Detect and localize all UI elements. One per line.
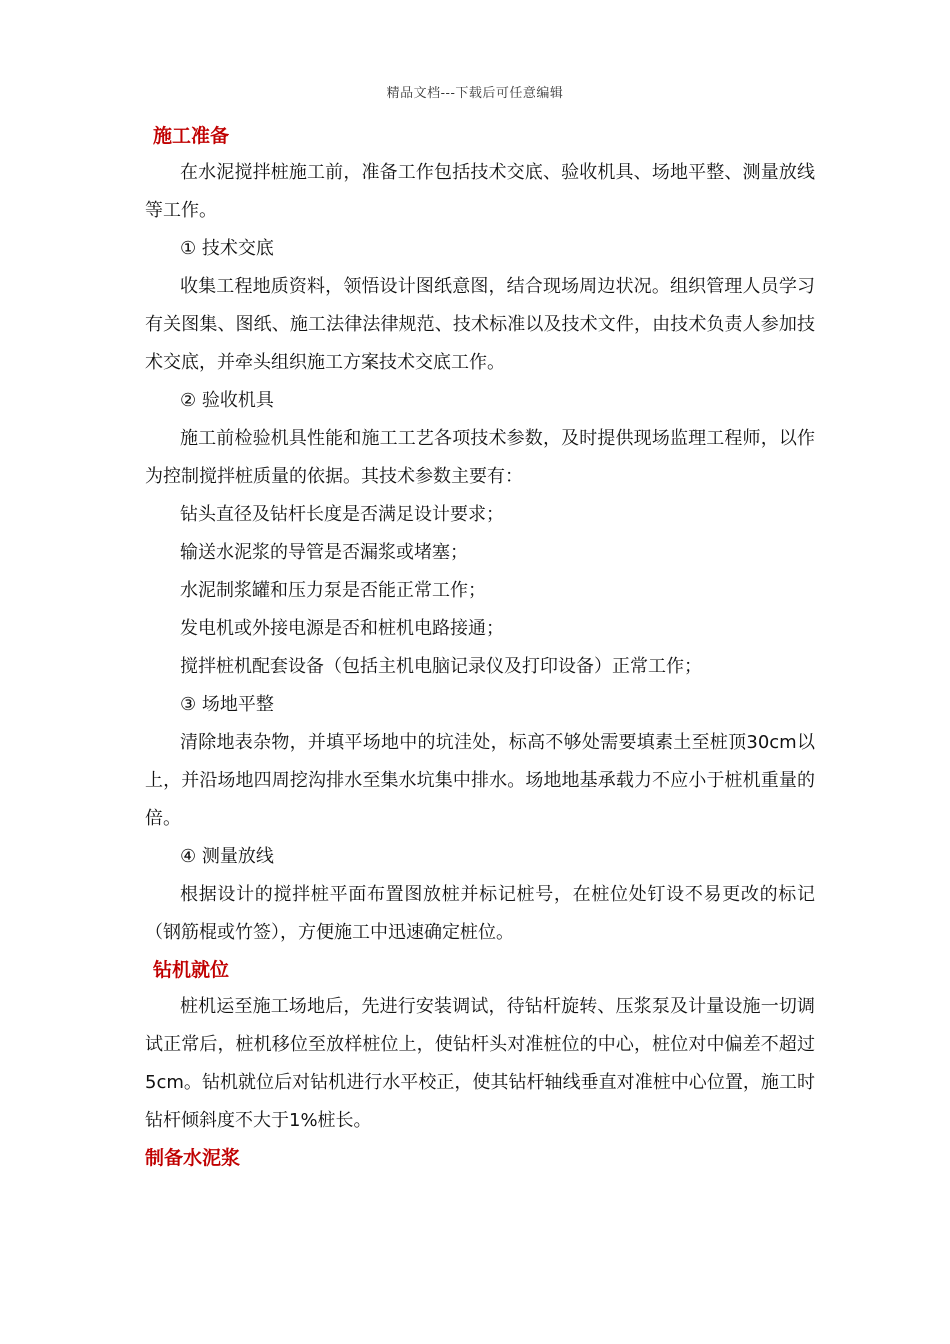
- equipment-item: 发电机或外接电源是否和桩机电路接通；: [180, 618, 504, 639]
- section-heading-prep: 施工准备: [153, 125, 230, 147]
- subheading-tech-briefing: ① 技术交底: [180, 238, 274, 259]
- prep-intro-paragraph: 在水泥搅拌桩施工前，准备工作包括技术交底、验收机具、场地平整、测量放线等工作。: [145, 162, 815, 221]
- equipment-check-paragraph: 施工前检验机具性能和施工工艺各项技术参数，及时提供现场监理工程师，以作为控制搅拌桩质量的依据。其技术参数主要有：: [145, 428, 815, 487]
- equipment-item: 搅拌桩机配套设备（包括主机电脑记录仪及打印设备）正常工作；: [180, 656, 702, 677]
- equipment-item: 水泥制浆罐和压力泵是否能正常工作；: [180, 580, 486, 601]
- drill-positioning-paragraph: 桩机运至施工场地后，先进行安装调试，待钻杆旋转、压浆泵及计量设施一切调试正常后，桩机移位至放样桩位上，使钻杆头对准桩位的中心，桩位对中偏差不超过5cm。钻机就位后对钻机进行水平校正，使其钻杆轴线垂直对准桩中心位置，施工时钻杆倾斜度不大于1%桩长。: [145, 996, 815, 1131]
- survey-layout-paragraph: 根据设计的搅拌桩平面布置图放桩并标记桩号，在桩位处钉设不易更改的标记（钢筋棍或竹签），方便施工中迅速确定桩位。: [145, 884, 815, 943]
- tech-briefing-paragraph: 收集工程地质资料，领悟设计图纸意图，结合现场周边状况。组织管理人员学习有关图集、图纸、施工法律法律规范、技术标准以及技术文件，由技术负责人参加技术交底，并牵头组织施工方案技术交底工作。: [145, 276, 815, 373]
- subheading-survey-layout: ④ 测量放线: [180, 846, 274, 867]
- equipment-item: 输送水泥浆的导管是否漏浆或堵塞；: [180, 542, 468, 563]
- section-heading-drill: 钻机就位: [153, 959, 230, 981]
- page-header: 精品文档---下载后可任意编辑: [386, 86, 564, 101]
- equipment-item: 钻头直径及钻杆长度是否满足设计要求；: [180, 504, 504, 525]
- document-body: [145, 118, 815, 1176]
- subheading-equipment-check: ② 验收机具: [180, 390, 274, 411]
- subheading-site-leveling: ③ 场地平整: [180, 694, 274, 715]
- section-heading-slurry: 制备水泥浆: [145, 1147, 241, 1169]
- site-leveling-paragraph: 清除地表杂物，并填平场地中的坑洼处，标高不够处需要填素土至桩顶30cm以上，并沿场地四周挖沟排水至集水坑集中排水。场地地基承载力不应小于桩机重量的倍。: [145, 732, 815, 829]
